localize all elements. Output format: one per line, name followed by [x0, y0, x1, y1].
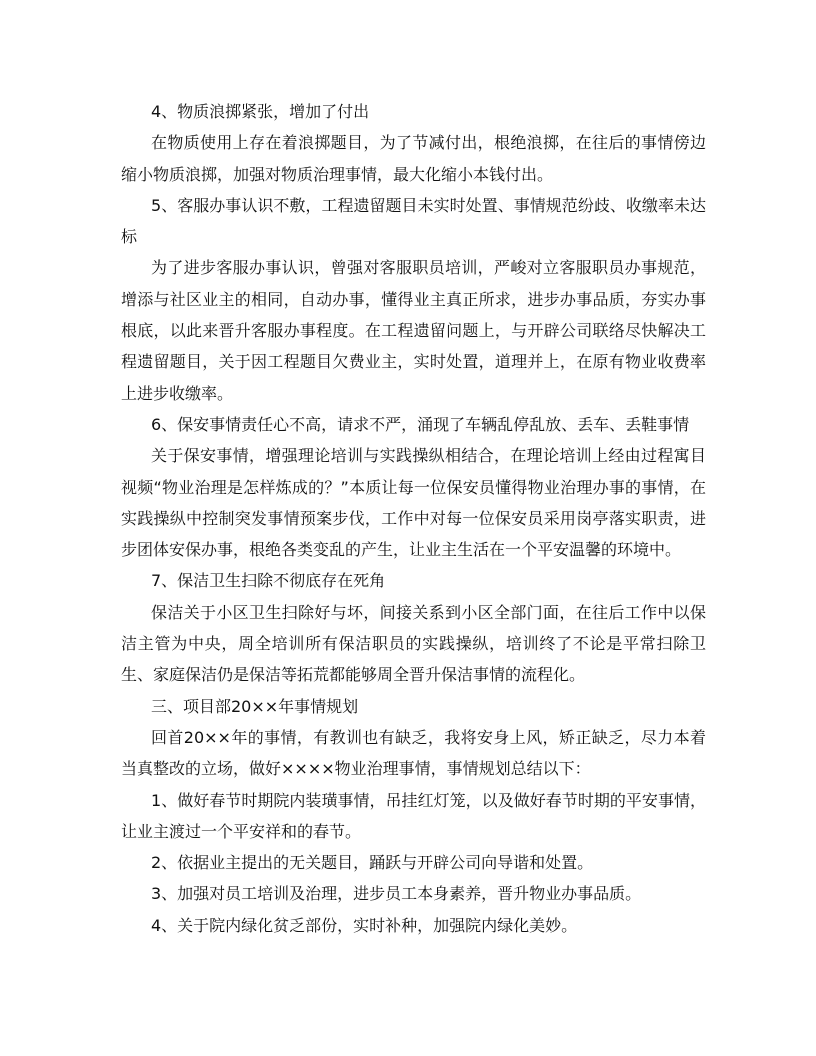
paragraph-customer-service: 为了进步客服办事认识，曾强对客服职员培训，严峻对立客服职员办事规范，增添与社区业主的相同，自动办事，懂得业主真正所求，进步办事品质，夯实办事根底，以此来晋升客服办事程度。在工程遗留问题上，与开辟公司联络尽快解决工程遗留题目，关于因工程题目欠费业主，实时处置，道理并上，在原有物业收费率上进步收缴率。 [121, 258, 706, 403]
heading-cleaning: 7、保洁卫生扫除不彻底存在死角 [151, 571, 386, 591]
plan-item-4: 4、关于院内绿化贫乏部份，实时补种，加强院内绿化美妙。 [151, 915, 578, 935]
paragraph-material-waste: 在物质使用上存在着浪掷题目，为了节减付出，根绝浪掷，在往后的事情傍边缩小物质浪掷，加强对物质治理事情，最大化缩小本钱付出。 [121, 133, 706, 184]
document-body [121, 96, 706, 941]
heading-material-waste: 4、物质浪掷紧张，增加了付出 [151, 102, 370, 121]
plan-item-3: 3、加强对员工培训及治理，进步员工本身素养，晋升物业办事品质。 [151, 884, 642, 904]
heading-customer-service: 5、客服办事认识不敷，工程遗留题目未实时处置、事情规范纷歧、收缴率未达标 [121, 195, 706, 247]
paragraph-cleaning: 保洁关于小区卫生扫除好与坏，间接关系到小区全部门面，在往后工作中以保洁主管为中央，周全培训所有保洁职员的实践操纵，培训终了不论是平常扫除卫生、家庭保洁仍是保洁等拓荒都能够周全晋升保洁事情的流程化。 [121, 602, 706, 685]
plan-item-1: 1、做好春节时期院内装璜事情，吊挂红灯笼，以及做好春节时期的平安事情，让业主渡过一个平安祥和的春节。 [121, 790, 706, 841]
paragraph-security: 关于保安事情，增强理论培训与实践操纵相结合，在理论培训上经由过程寓目视频“物业治理是怎样炼成的？”本质让每一位保安员懂得物业治理办事的事情，在实践操纵中控制突发事情预案步伐，工作中对每一位保安员采用岗亭落实职责，进步团体安保办事，根绝各类变乱的产生，让业主生活在一个平安温馨的环境中。 [121, 446, 706, 560]
paragraph-plan-intro: 回首20××年的事情，有教训也有缺乏，我将安身上风，矫正缺乏，尽力本着当真整改的立场，做好××××物业治理事情，事情规划总结以下： [121, 727, 706, 779]
section-heading-plan: 三、项目部20××年事情规划 [151, 696, 359, 716]
plan-item-2: 2、依据业主提出的无关题目，踊跃与开辟公司向导谐和处置。 [151, 853, 594, 873]
heading-security: 6、保安事情责任心不高，请求不严，涌现了车辆乱停乱放、丢车、丢鞋事情 [151, 414, 690, 434]
